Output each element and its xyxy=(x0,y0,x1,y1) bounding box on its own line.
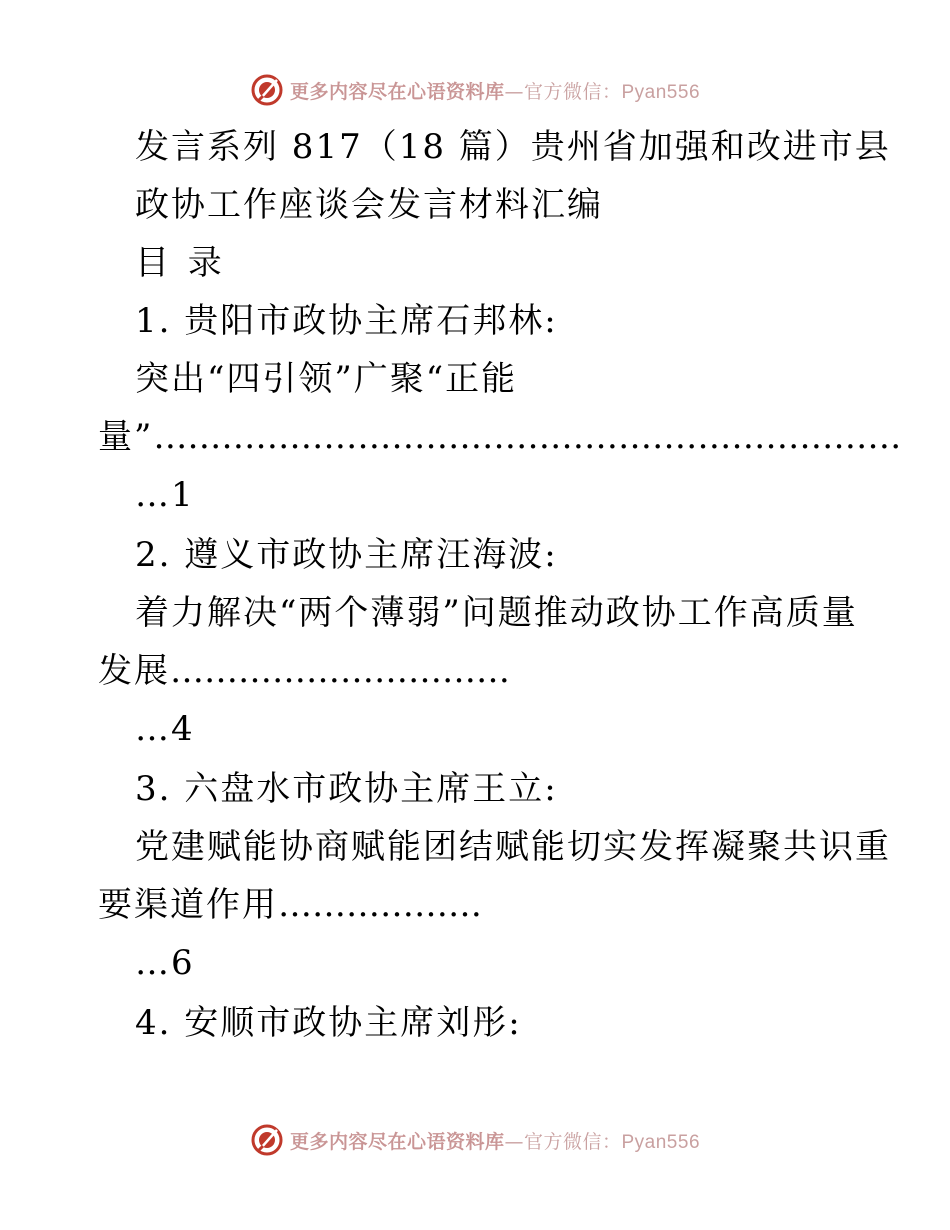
toc-entry-4-speaker-text: 安顺市政协主席刘彤: xyxy=(184,1003,522,1043)
seal-pen-icon xyxy=(250,73,284,107)
toc-entry-1-title-line-2 xyxy=(98,408,901,466)
toc-entry-1-page: …1 xyxy=(135,475,195,515)
toc-entry-4-speaker xyxy=(135,994,522,1052)
footer-banner-content xyxy=(250,1123,700,1157)
toc-entry-3-leader: ……………… xyxy=(278,885,482,925)
toc-entry-3-title-line-1: 党建赋能协商赋能团结赋能切实发挥凝聚共识重 xyxy=(135,827,891,867)
toc-entry-3-speaker-text: 六盘水市政协主席王立: xyxy=(184,769,558,809)
toc-entry-3-number: 3. xyxy=(135,769,172,809)
toc-entry-2-title-line-2 xyxy=(98,642,510,700)
seal-pen-icon xyxy=(250,1123,284,1157)
toc-entry-3-title-line-2 xyxy=(98,876,482,934)
doc-title-line-1: 发言系列 817（18 篇）贵州省加强和改进市县 xyxy=(135,127,891,167)
toc-entry-3-title-end: 要渠道作用 xyxy=(98,885,278,925)
footer-banner-wechat-label: 官方微信： xyxy=(523,1130,622,1153)
doc-title-line-2: 政协工作座谈会发言材料汇编 xyxy=(135,185,603,225)
footer-banner-slogan: 更多内容尽在心语资料库 xyxy=(289,1130,505,1153)
toc-entry-1-speaker-text: 贵阳市政协主席石邦林: xyxy=(184,301,558,341)
banner-dash: — xyxy=(504,80,524,103)
banner-text xyxy=(290,77,700,104)
toc-entry-1-leader: ………………………………………………………… xyxy=(153,417,902,457)
toc-heading: 目 录 xyxy=(135,243,226,283)
toc-entry-2-number: 2. xyxy=(135,535,172,575)
toc-entry-3-page: …6 xyxy=(135,943,195,983)
toc-entry-1-number: 1. xyxy=(135,301,172,341)
toc-entry-2-title-end: 发展 xyxy=(98,651,170,691)
toc-entry-2-page: …4 xyxy=(135,709,195,749)
toc-entry-4-number: 4. xyxy=(135,1003,172,1043)
toc-entry-2-speaker xyxy=(135,526,558,584)
toc-entry-3-speaker xyxy=(135,760,558,818)
toc-entry-1-speaker xyxy=(135,292,558,350)
toc-entry-2-title-line-1: 着力解决“两个薄弱”问题推动政协工作高质量 xyxy=(135,593,858,633)
toc-entry-2-speaker-text: 遵义市政协主席汪海波: xyxy=(184,535,558,575)
header-watermark-banner xyxy=(0,70,950,110)
footer-banner-text xyxy=(290,1127,700,1154)
banner-content xyxy=(250,73,700,107)
footer-banner-handle: Pyan556 xyxy=(621,1131,701,1153)
footer-watermark-banner xyxy=(0,1120,950,1160)
footer-banner-dash: — xyxy=(504,1130,524,1153)
banner-handle: Pyan556 xyxy=(621,81,701,103)
toc-entry-1-title-line-1: 突出“四引领”广聚“正能 xyxy=(135,359,518,399)
toc-entry-2-leader: ………………………… xyxy=(170,651,510,691)
toc-entry-1-title-end: 量” xyxy=(98,417,154,457)
banner-wechat-label: 官方微信： xyxy=(523,80,622,103)
banner-slogan: 更多内容尽在心语资料库 xyxy=(289,80,505,103)
